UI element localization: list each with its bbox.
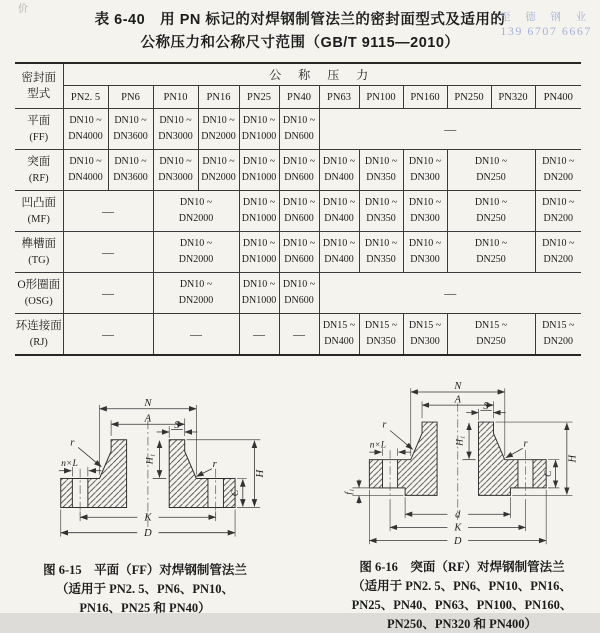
table-header-row-2 xyxy=(15,86,581,109)
range-cell: DN15 ~ DN250 xyxy=(447,314,535,356)
dim-label-H1: H₁ xyxy=(144,454,156,465)
range-cell: DN10 ~ DN400 xyxy=(319,191,359,232)
range-cell: DN10 ~ DN600 xyxy=(279,150,319,191)
dim-label-nxL: n×L xyxy=(61,458,78,470)
row-label-rf: 突面 (RF) xyxy=(15,150,63,191)
range-cell: DN10 ~ DN350 xyxy=(359,150,403,191)
watermark-company: 至 德 钢 业 xyxy=(500,12,592,23)
dash-cell: — xyxy=(63,273,153,314)
range-cell: DN10 ~ DN600 xyxy=(279,109,319,150)
range-cell: DN10 ~ DN200 xyxy=(535,232,581,273)
hub-left xyxy=(398,422,437,495)
range-cell: DN10 ~ DN2000 xyxy=(198,109,239,150)
dim-label-H: H xyxy=(567,455,579,463)
range-cell: DN10 ~ DN300 xyxy=(403,150,447,191)
header-pn63: PN63 xyxy=(319,86,359,109)
table-row-rj xyxy=(15,314,581,356)
range-cell: DN10 ~ DN300 xyxy=(403,191,447,232)
dash-cell: — xyxy=(63,191,153,232)
dash-cell: — xyxy=(153,314,239,356)
range-cell: DN10 ~ DN600 xyxy=(279,273,319,314)
figure-6-15 xyxy=(14,370,276,617)
header-pn10: PN10 xyxy=(153,86,198,109)
table-header-row-1 xyxy=(15,63,581,86)
fig-6-16-caption: 图 6-16 突面（RF）对焊钢制管法兰 （适用于 PN2. 5、PN6、PN10、PN16、 PN25、PN40、PN63、PN100、PN160、 PN250、PN320 和 PN400） xyxy=(351,560,573,631)
header-pn6: PN6 xyxy=(108,86,153,109)
dim-label-A: A xyxy=(144,413,152,425)
dim-label-nxL: n×L xyxy=(369,440,386,451)
fig-6-15-caption: 图 6-15 平面（FF）对焊钢制管法兰 （适用于 PN2. 5、PN6、PN10、 PN16、PN25 和 PN40） xyxy=(43,563,247,615)
watermark-phone: 139 6707 6667 xyxy=(500,24,592,38)
range-cell: DN10 ~ DN200 xyxy=(535,191,581,232)
table-row-mf xyxy=(15,191,581,232)
range-cell: DN10 ~ DN2000 xyxy=(153,232,239,273)
dim-label-r-left: r xyxy=(70,437,75,449)
range-cell: DN10 ~ DN350 xyxy=(359,191,403,232)
hub-left xyxy=(88,440,127,508)
row-label-ff: 平面 (FF) xyxy=(15,109,63,150)
range-cell: DN10 ~ DN400 xyxy=(319,232,359,273)
dash-cell: — xyxy=(63,232,153,273)
range-cell: DN10 ~ DN3000 xyxy=(153,109,198,150)
fig-6-15-drawing xyxy=(14,370,276,554)
fig-6-16-drawing xyxy=(328,358,596,551)
scan-corner-mark: 价 xyxy=(18,4,28,15)
dash-cell: — xyxy=(319,273,581,314)
dim-label-f1: f₁ xyxy=(344,489,355,495)
range-cell: DN10 ~ DN1000 xyxy=(239,273,279,314)
header-seal-face-type: 密封面 型式 xyxy=(15,63,63,109)
range-cell: DN10 ~ DN2000 xyxy=(153,191,239,232)
dim-label-K: K xyxy=(454,523,462,535)
hub-right xyxy=(478,422,517,495)
range-cell: DN10 ~ DN4000 xyxy=(63,109,108,150)
range-cell: DN10 ~ DN1000 xyxy=(239,191,279,232)
range-cell: DN10 ~ DN1000 xyxy=(239,150,279,191)
flange-ring-left xyxy=(61,479,73,508)
range-cell: DN10 ~ DN400 xyxy=(319,150,359,191)
header-pn100: PN100 xyxy=(359,86,403,109)
dash-cell: — xyxy=(63,314,153,356)
centerlines xyxy=(80,421,216,528)
dim-label-r-right: r xyxy=(212,459,217,471)
range-cell: DN10 ~ DN300 xyxy=(403,232,447,273)
dim-label-H: H xyxy=(255,470,267,478)
row-label-osg: O形圈面 (OSG) xyxy=(15,273,63,314)
figure-6-16 xyxy=(328,358,596,633)
range-cell: DN15 ~ DN400 xyxy=(319,314,359,356)
table-title-line1: 表 6-40 用 PN 标记的对焊钢制管法兰的密封面型式及适用的 xyxy=(94,12,506,28)
table-row-ff xyxy=(15,109,581,150)
table-title-line2: 公称压力和公称尺寸范围（GB/T 9115—2010） xyxy=(140,35,460,52)
range-cell: DN10 ~ DN3000 xyxy=(153,150,198,191)
dim-label-D: D xyxy=(454,536,462,548)
dim-label-D: D xyxy=(144,528,152,540)
header-nominal-pressure: 公 称 压 力 xyxy=(63,63,581,86)
dim-label-H1: H₁ xyxy=(455,436,466,447)
header-pn400: PN400 xyxy=(535,86,581,109)
table-row-rf xyxy=(15,150,581,191)
range-cell: DN10 ~ DN200 xyxy=(535,150,581,191)
dim-label-N: N xyxy=(454,381,462,393)
row-label-mf: 凹凸面 (MF) xyxy=(15,191,63,232)
range-cell: DN10 ~ DN2000 xyxy=(153,273,239,314)
range-cell: DN15 ~ DN350 xyxy=(359,314,403,356)
row-label-rj: 环连接面 (RJ) xyxy=(15,314,63,356)
range-cell: DN15 ~ DN200 xyxy=(535,314,581,356)
dim-label-S: S xyxy=(174,420,180,432)
dim-label-C: C xyxy=(229,490,241,497)
range-cell: DN10 ~ DN1000 xyxy=(239,232,279,273)
range-cell: DN10 ~ DN2000 xyxy=(198,150,239,191)
header-pn2-5: PN2. 5 xyxy=(63,86,108,109)
dim-label-N: N xyxy=(144,398,152,410)
range-cell: DN10 ~ DN3600 xyxy=(108,109,153,150)
range-cell: DN10 ~ DN600 xyxy=(279,191,319,232)
range-cell: DN10 ~ DN3600 xyxy=(108,150,153,191)
range-cell: DN10 ~ DN350 xyxy=(359,232,403,273)
header-pn160: PN160 xyxy=(403,86,447,109)
dimension-lines xyxy=(59,405,260,540)
watermark xyxy=(500,9,592,39)
dim-label-S: S xyxy=(483,401,489,413)
row-label-tg: 榫槽面 (TG) xyxy=(15,232,63,273)
header-pn250: PN250 xyxy=(447,86,491,109)
range-cell: DN10 ~ DN250 xyxy=(447,150,535,191)
dash-cell: — xyxy=(239,314,279,356)
range-cell: DN10 ~ DN250 xyxy=(447,232,535,273)
dim-label-C: C xyxy=(543,471,554,478)
table-row-osg xyxy=(15,273,581,314)
range-cell: DN15 ~ DN300 xyxy=(403,314,447,356)
header-pn40: PN40 xyxy=(279,86,319,109)
dim-label-d: d xyxy=(455,509,461,521)
header-pn16: PN16 xyxy=(198,86,239,109)
range-cell: DN10 ~ DN4000 xyxy=(63,150,108,191)
dash-cell: — xyxy=(279,314,319,356)
figures-row xyxy=(0,356,600,633)
dim-label-K: K xyxy=(144,512,152,524)
table-row-tg xyxy=(15,232,581,273)
dash-cell: — xyxy=(319,109,581,150)
dim-label-r-right: r xyxy=(523,438,528,450)
header-pn25: PN25 xyxy=(239,86,279,109)
range-cell: DN10 ~ DN600 xyxy=(279,232,319,273)
dim-label-A: A xyxy=(454,394,461,406)
seal-face-pressure-table xyxy=(15,62,581,356)
dim-label-r-left: r xyxy=(382,420,387,432)
flange-ring-left xyxy=(369,460,382,488)
header-pn320: PN320 xyxy=(491,86,535,109)
range-cell: DN10 ~ DN250 xyxy=(447,191,535,232)
range-cell: DN10 ~ DN1000 xyxy=(239,109,279,150)
